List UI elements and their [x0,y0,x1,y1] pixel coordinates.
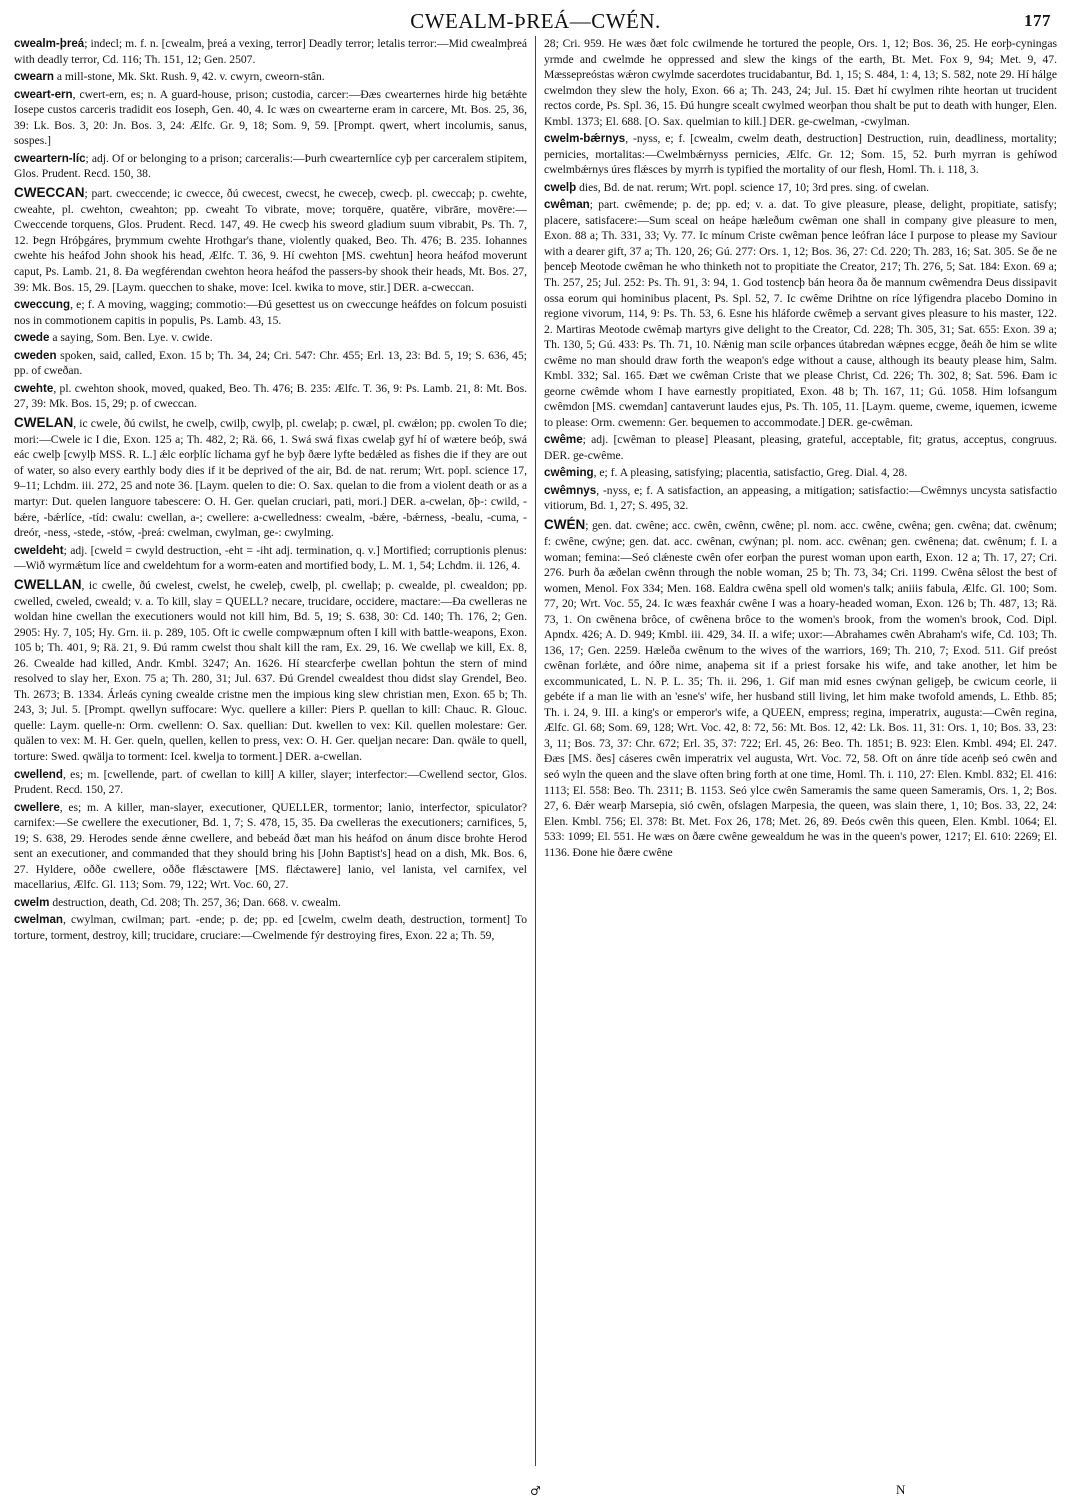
left-column [14,36,527,1466]
entry-definition: , e; f. A pleasing, satisfying; placentia, satisfactio, Greg. Dial. 4, 28. [593,466,908,480]
headword: cwelþ [544,180,577,194]
entry-definition: , es; m. A killer, man-slayer, executioner, QUELLER, tormentor; lanio, interfector, spiculator? carnifex:—Se cwellere the executioner, Bd. 1, 7; S. 478, 15, 35. Ða cwelleras the executioners; carnifices, 5, 19; S. 638, 29. Herodes sende ǽnne cwellere, and bebeád ðæt man his heáfod on ánum disce brohte Herod sent an executioner, and commanded that they should bring his [John Baptist's] head on a dish, Mk. Bos. 6, 27. Hyldere, oððe cwellere, oððe flǽsctawere [MS. flǽctawere] lanio, vel lanista, vel carnifex, vel macellarius, Ælfc. Gl. 113; Som. 79, 122; Wrt. Voc. 60, 27. [14,800,527,892]
dictionary-entry [14,414,527,541]
page-footer [0,1478,1073,1500]
headword: CWELAN [14,414,74,430]
dictionary-entry [544,197,1057,430]
headword: cwellend [14,767,63,781]
headword: cweccung [14,298,71,312]
dictionary-entry [544,483,1057,514]
page-number: 177 [1024,11,1051,30]
headword: CWECCAN [14,184,85,200]
headword: cwelm-bǽrnys [544,132,626,146]
entry-definition: ; adj. [cwêman to please] Pleasant, pleasing, grateful, acceptable, fit; gratus, acceptus, congruus. DER. ge-cwême. [544,433,1057,462]
headword: cwelman [14,913,63,927]
dictionary-entry [544,180,1057,196]
dictionary-entry [544,516,1057,860]
entry-definition: , e; f. A moving, wagging; commotio:—Ðú gesettest us on cweccunge heáfdes on folcum posuisti nos in commotionem capitis in populis, Ps. Lamb. 43, 15. [14,298,527,327]
right-column [544,36,1057,1466]
dictionary-entry [14,800,527,893]
entry-definition: ; adj. [cweld = cwyld destruction, -eht = -iht adj. termination, q. v.] Mortified; corruptionis plenus:—Wið wyrmǽtum líce and cweldehtum for a worm-eaten and mortified body, L. M. 1, 54; Lchdm. ii. 126, 4. [14,543,527,573]
page-header [14,6,1057,36]
entry-definition: ; indecl; m. f. n. [cwealm, þreá a vexing, terror] Deadly terror; letalis terror:—Mid cwealmþreá with deadly terror, Cd. 116; Th. 151, 12; Gen. 2507. [14,37,527,66]
entry-definition: ; gen. dat. cwêne; acc. cwên, cwênn, cwêne; pl. nom. acc. cwêne, cwêna; gen. cwêna; dat. cwênum; f: cwêne, cwýne; gen. dat. acc. cwênan, cwýnan; pl. nom. acc. cwênan; gen. cwênena; dat. cwênum; f. I. a woman; femina:—Seó clǽneste cwên ofer eorþan the purest woman upon earth, Exon. 12 a; Th. 17, 27; Cri. 276. Þurh ða æðelan cwênn through the noble woman, 25 b; Th. 73, 34; Cri. 1199. Cwêna sêlost the best of women, Menol. Fox 334; Men. 168. Ealdra cwêna spell old women's talk; aniiis fabula, Ælfc. Gl. 100; Som. 77, 20; Wrt. Voc. 55, 24. Ic wæs feaxhár cwêne I was a hoary-headed woman, Exon. 126 b; Th. 487, 13; Rä. 73, 1. On cwênena brôce, of cwênena brôce to the women's brook, from the women's brook, Cod. Dipl. Apndx. 426; A. D. 949; Kmbl. iii. 429, 34. II. a wife; uxor:—Abrahames cwên Abraham's wife, Cd. 103; Th. 136, 17; Gen. 2259. Hæleða cwênum to the wives of the warriors, 169; Th. 210, 7; Exod. 511. Gif preóst cwênan forlǽte, and óðre nime, anaþema sit if a priest forsake his wife, and take another, let him be excommunicated, L. N. P. L. 35; Th. ii. 296, 1. Gif man mid esnes cwýnan geligeþ, be cwicum ceorle, ii gebéte if a man lie with an 'esne's' wife, her husband still living, let him make twofold amends, L. Ethb. 85; Th. i. 24, 9. III. a king's or emperor's wife, a QUEEN, empress; regina, imperatrix, augusta:—Cwên regina, Ælfc. Gl. 68; Som. 69, 128; Wrt. Voc. 42, 8: 72, 56: Mt. Bos. 12, 42: Lk. Bos. 11, 31: Ors. 1, 10; Bos. 33, 23: 3, 11; Bos. 73, 37: Chr. 672; Erl. 35, 37: 722; Erl. 45, 26: Beo. Th. 1851; B. 923: Elen. Kmbl. 494; El. 247. Ðæs [MS. ðes] cáseres cwên imperatrix vel augusta, Wrt. Voc. 72, 58. Oft on ánre tíde aceṅþ seó cwên and seó wyln the queen and the slave often bring forth at one time, Homl. Th. i. 110, 27: Elen. Kmbl. 832; El. 416: 1113; El. 558: Beo. Th. 2311; B. 1153. Seó ylce cwên Sameramis the same queen Sameramis, Ors. 1, 2; Bos. 27, 6. Ðǽr wearþ Marsepia, sió cwên, ofslagen Marpesia, the queen, was slain there, 1, 10; Bos. 33, 22, 24: Elen. Kmbl. 756; El. 378: Bt. Met. Fox 26, 178; Met. 26, 89. Ðeós cwên this queen, Elen. Kmbl. 1064; El. 533: 1099; El. 551. He wæs on ðære cwêne gewealdum he was in the queen's power, 1217; El. 610: 2269; El. 1136. Ðone hie ðære cwêne [544,518,1057,859]
headword: cweldeht [14,543,64,557]
entry-definition: , es; m. [cwellende, part. of cwellan to kill] A killer, slayer; interfector:—Cwellend sector, Glos. Prudent. Recd. 150, 27. [14,767,527,797]
entry-definition: ; adj. Of or belonging to a prison; carceralis:—Þurh cwearternlíce cyþ per carceralem stipitem, Glos. Prudent. Recd. 150, 38. [14,151,527,181]
dictionary-entry [14,543,527,574]
dictionary-entry [14,297,527,328]
dictionary-entry [544,465,1057,481]
headword: cwême [544,433,583,447]
entry-definition: , -nyss, e; f. [cwealm, cwelm death, destruction] Destruction, ruin, deadliness, mortality; pernicies, mortalitas:—Cwelmbǽrnyss pernicies, Ælfc. Gr. 12; Som. 15, 52. Þurh myrran is gehíwod cwelmbǽrnys úres flǽsces by myrrh is typified the mortality of our flesh, Homl. Th. i. 118, 3. [544,132,1057,177]
dictionary-entry [14,69,527,85]
dictionary-entry [544,131,1057,178]
entry-definition: , cwert-ern, es; n. A guard-house, prison; custodia, carcer:—Ðæs cwearternes hirde hig betǽhte Iosepe custos carceris tradidit eos Ioseph, Gen. 40, 4. Ic wæs on cwearterne eram in carcere, Mt. Bos. 25, 36, 39: Lk. Bos. 3, 20: Jn. Bos. 3, 24: Ælfc. Gr. 9, 18; Som. 9, 59. [Prompt. qwert, whert incolumis, sanus, sospes.] [14,87,527,148]
entry-definition: , ic cwelle, ðú cwelest, cwelst, he cweleþ, cwelþ, pl. cwellaþ; p. cwealde, pl. cwealdon; pp. cwelled, cweled, cweald; v. a. To kill, slay = QUELL? necare, trucidare, occidere, mactare:—Ða cwelleras ne woldan hine cwellan the executioners would not kill him, Bd. 5, 19; S. 638, 30: Cd. 140; Th. 176, 2; Gen. 2905: Hy. 7, 105; Hy. Grn. ii. p. 289, 105. Oft ic cwelle compwæpnum often I kill with battle-weapons, Exon. 105 b; Th. 401, 9; Rä. 21, 9. Ðú ramm cwelst thou shalt kill the ram, Ex. 29, 16. We cwellaþ we kill, Ex. 8, 26. Cwealde had killed, Andr. Kmbl. 3247; An. 1626. Hí stearcferþe cwellan þohtun the stern of mind resolved to slay her, Exon. 75 a; Th. 280, 31; Jul. 637. Ðú Grendel cwealdest thou didst slay Grendel, Beo. Th. 2673; B. 1334. Árleás cyning cwealde cristne men the impious king slew christian men, Exon. 65 b; Th. 243, 3; Jul. 5. [Prompt. qwellyn suffocare: Wyc. quellere a killer: Piers P. quellan to kill: Chauc. R. Glouc. quelle: Laym. quelle-n: Orm. cwellenn: O. Sax. quellian: Dut. kwellen to vex: Kil. quellen molestare: Ger. quälen to vex: M. H. Ger. queln, quellen, kellen to press, vex: O. H. Ger. queljan necare: Dan. qwäle to quell, torture: Swed. qwälja to torment: Icel. kwelja to torment.] DER. a-cwellan. [14,578,527,764]
entry-definition: dies, Bd. de nat. rerum; Wrt. popl. science 17, 10; 3rd pres. sing. of cwelan. [576,180,930,194]
dictionary-entry [14,184,527,295]
entry-definition: spoken, said, called, Exon. 15 b; Th. 34, 24; Cri. 547: Chr. 455; Erl. 13, 23: Bd. 5, 19; S. 636, 45; pp. of cweðan. [14,348,527,378]
entry-definition: a mill-stone, Mk. Skt. Rush. 9, 42. v. cwyrn, cweorn-stân. [53,70,325,84]
dictionary-entry [14,348,527,379]
running-head: CWEALM-ÞREÁ—CWÉN. [410,9,661,33]
dictionary-entry [14,912,527,943]
dictionary-entry [544,36,1057,129]
headword: cwearn [14,70,54,84]
headword: CWÉN [544,516,586,532]
entry-definition: ; part. cwêmende; p. de; pp. ed; v. a. dat. To give pleasure, please, delight, propitiate, satisfy; placere, satisfacere:—Sum sceal on heápe hæleðum cwêman one shall in company give pleasure to men, Exon. 88 a; Th. 331, 33; Vy. 77. Ic mínum Criste cwêman þence leófran láce I purpose to please my Saviour with a dearer gift, 37 a; Th. 120, 26; Gú. 277: Ors. 1, 12; Bos. 36, 27: Cd. 220; Th. 283, 16; Sat. 305. Se ðe ne þenceþ Meotode cwêman he who thinketh not to propitiate the Creator, 217; Th. 276, 5; Sat. 184: Exon. 69 a; Th. 257, 25; Jul. 252: Ps. Th. 91, 3: 94, 1. God tostencþ bán heora ða ðe mannum cwêmendra Deus dissipavit ossa eorum qui hominibus placent, Ps. Spl. 52, 7. Ic cwême Drihtne on ríce lýfigendra placebo Domino in regione vivorum, 114, 9: Ps. Th. 53, 6. Esne his hláforde cwêmeþ a servant gives pleasure to his master, 122. 2. Martiras Meotode cwêmaþ martyrs give delight to the Creator, Cd. 228; Th. 305, 31; Sat. 655: Exon. 39 a; Th. 130, 5; Gú. 433: Ps. Th. 71, 10. Nǽnig man scile orþances útabredan wǽpnes ecgge, ðeáh ðe him se wlite cwême no man should draw forth the weapon's edge without a cause, although its beauty please him, Salm. Kmbl. 332; Sal. 165. Ðæt we cwêman Criste that we please Christ, Cd. 226; Th. 302, 8; Sat. 596. Ðam ic georne cwêmde whom I have earnestly propitiated, Exon. 48 b; Th. 167, 11; Gú. 1058. Him lofsangum cwêmdon [MS. cwemdan] cantaverunt laudes ejus, Ps. Th. 105, 11. [Laym. queme, cweme, iquemen, icweme to please: Orm. cwemenn: Ger. bequemen to accommodate.] DER. ge-cwêman. [544,198,1057,429]
dictionary-entry [14,381,527,412]
entry-definition: 28; Cri. 959. He wæs ðæt folc cwilmende he tortured the people, Ors. 1, 12; Bos. 36, 25. He eorþ-cyningas yrmde and cwelmde he oppressed and slew the kings of the earth, Bt. Met. Fox 9, 94; Met. 9, 47. Mæssepreóstas wǽron cwylmde sacerdotes trucidabantur, Bd. 1, 15; S. 484, 1: 4, 13; S. 582, note 29. Hí hálge cwelmdon they slew the holy, Exon. 66 a; Th. 243, 24; Jul. 15. Ðæt hí cwylmen rihte heortan ut trucident rectos corde, Ps. Spl. 36, 15. Ðú hungre scealt cwylmed weorþan thou shalt be put to death with hunger, Elen. Kmbl. 1373; El. 688. [O. Sax. quelmian to kill.] DER. ge-cwelman, -cwylman. [544,37,1057,128]
dictionary-entry [14,151,527,182]
dictionary-entry [544,432,1057,463]
headword: cweden [14,348,57,362]
dictionary-entry [14,87,527,149]
signature-mark: N [896,1482,906,1497]
printer-ornament: ♂ [530,1484,541,1498]
entry-definition: , pl. cwehton shook, moved, quaked, Beo. Th. 476; B. 235: Ælfc. T. 36, 9: Ps. Lamb. 21, 8: Mt. Bos. 27, 39: Mk. Bos. 15, 29; p. of cweccan. [14,381,527,411]
headword: cwêming [544,466,594,480]
headword: cwehte [14,381,54,395]
dictionary-entry [14,36,527,67]
entry-definition: ; part. cweccende; ic cwecce, ðú cwecest, cwecst, he cweceþ, cwecþ. pl. cweccaþ; p. cwehte, cweahte, pl. cwehton, cweahton; pp. cweaht To vibrate, move; torquēre, quatĕre, vibrāre, movēre:—Cweccende torquens, Glos. Prudent. Recd. 147, 49. He cwecþ his sweord gladium suum vibrabit, Ps. Th. 7, 12. Þegn Hróþgáres, þrymmum cwehte Hrothgar's thane, violently quaked, Beo. Th. 476; B. 235. Iohannes cwehte his heáfod John shook his head, Ælfc. T. 36, 9. Hí cwehton [MS. cwehtun] heora heáfod moverunt caput, Ps. Lamb. 21, 8. Ða wegférendan cwehton heora heáfod the passers-by shook their heads, Mt. Bos. 27, 39: Mk. Bos. 15, 29. [Laym. quecchen to shake, move: Icel. kwika to move, stir.] DER. a-cweccan. [14,186,527,294]
dictionary-entry [14,767,527,798]
headword: cwêmnys [544,483,597,497]
dictionary-entry [14,576,527,765]
two-column-body [14,36,1057,1466]
entry-definition: a saying, Som. Ben. Lye. v. cwide. [49,331,213,345]
headword: cweart-ern [14,87,73,101]
dictionary-entry [14,330,527,346]
headword: CWELLAN [14,576,82,592]
dictionary-entry [14,895,527,911]
headword: cwelm [14,895,50,909]
headword: cwêman [544,198,590,212]
headword: cwede [14,331,50,345]
entry-definition: , ic cwele, ðú cwilst, he cwelþ, cwilþ, cwylþ, pl. cwelaþ; p. cwæl, pl. cwǽlon; pp. cwolen To die; mori:—Cwele ic I die, Exon. 125 a; Th. 482, 2; Rä. 66, 1. Swá swá fixas cwelaþ gyf hí of wætere beóþ, swá eác cwelþ [cwylþ MSS. R. L.] ǽlc eorþlíc líchama gyf he byþ ðære lyfte bedǽled as fishes die if they are out of water, so also every earthly body dies if it be deprived of the air, Bd. de nat. rerum; Wrt. popl. science 17, 9–11; Lchdm. iii. 272, 25 and note 36. [Laym. quelen to die: O. Sax. quelan to die from a violent death or as a martyr: Dut. quelen languore tabescere: O. H. Ger. quelan cruciari, pati, mori.] DER. a-cwelan, ōþ-: cwild, -bǽre, -bǽrlíce, -tíd: cwalu: cwellan, a-; cwellere: a-cwelledness: cwealm, -bǽre, -bǽrness, -bealu, -cuma, -dreór, -ness, -stede, -stów, -þreá: cwelman, cwylman, ge-: cwylming. [14,416,527,540]
column-rule [535,36,536,1466]
headword: cwellere [14,800,60,814]
entry-definition: , cwylman, cwilman; part. -ende; p. de; pp. ed [cwelm, cwelm death, destruction, torment] To torture, torment, destroy, kill; trucidare, cruciare:—Cwelmende fýr destroying fires, Exon. 22 a; Th. 59, [14,913,527,942]
headword: cwealm-þreá [14,37,85,50]
entry-definition: , -nyss, e; f. A satisfaction, an appeasing, a mitigation; satisfactio:—Cwêmnys uncysta satisfactio vitiorum, Bd. 1, 27; S. 495, 32. [544,483,1057,513]
headword: cweartern-líc [14,151,86,165]
entry-definition: destruction, death, Cd. 208; Th. 257, 36; Dan. 668. v. cwealm. [49,895,341,909]
